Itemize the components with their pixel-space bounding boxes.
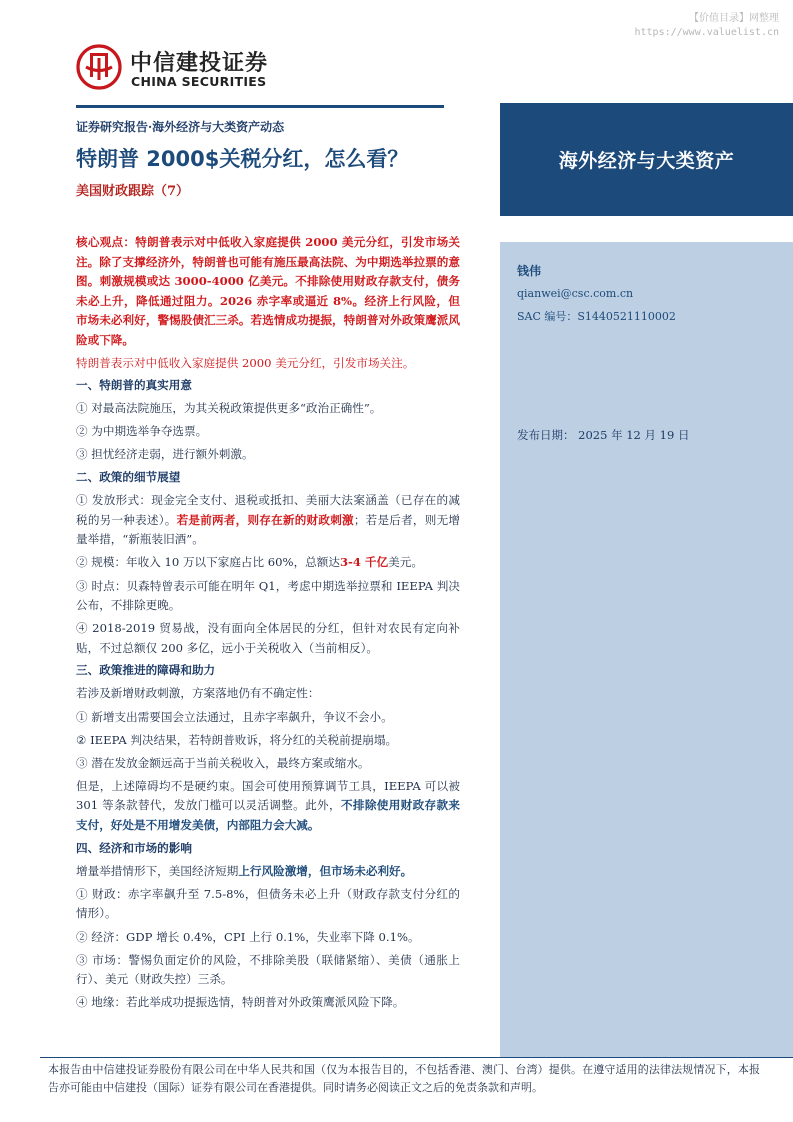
logo-english-name: CHINA SECURITIES <box>131 74 267 89</box>
text-run: 美元。 <box>388 555 423 570</box>
text-run: ；若是后者，则无增量举措，“新瓶装旧酒”。 <box>76 512 460 547</box>
report-body <box>76 233 460 1013</box>
list-item: ① 对最高法院施压，为其关税政策提供更多“政治正确性”。 <box>76 401 382 416</box>
list-item: ③ 担忧经济走弱，进行额外刺激。 <box>76 447 254 462</box>
watermark-line-2: https://www.valuelist.cn <box>634 27 779 38</box>
lead-paragraph: 特朗普表示对中低收入家庭提供 2000 美元分红，引发市场关注。 <box>76 355 415 370</box>
list-item: ① 新增支出需要国会立法通过，且赤字率飙升，争议不会小。 <box>76 709 393 724</box>
text-run: ① 发放形式：现金完全支付、退税或抵扣、美丽大法案涵盖（已存在的减税的另一种表述）。 <box>76 493 460 527</box>
list-item: ④ 2018-2019 贸易战，没有面向全体居民的分红，但针对农民有定向补贴，不过总额仅 200 多亿，远小于关税收入（当前相反）。 <box>76 621 460 655</box>
list-item: ② 经济：GDP 增长 0.4%，CPI 上行 0.1%，失业率下降 0.1%。 <box>76 929 420 944</box>
section-heading-2: 二、政策的细节展望 <box>76 470 181 485</box>
text-run: 增量举措情形下，美国经济短期 <box>76 863 239 878</box>
text-run: ② 规模：年收入 10 万以下家庭占比 60%，总额达 <box>76 555 340 570</box>
watermark <box>635 12 780 40</box>
core-view: 核心观点：特朗普表示对中低收入家庭提供 2000 美元分红，引发市场关注。除了支撑经济外，特朗普也可能有施压最高法院、为中期选举拉票的意图。刺激规模或达 3000-4000 亿美元。不排除使用财政存款支付，债务未必上升，降低通过阻力。2026 赤字率或逼近 8%。经济上行风险，但市场未必利好，警惕股债汇三杀。若选情成功提振，特朗普对外政策鹰派风险或下降。 <box>76 235 460 347</box>
list-item: ① 财政：赤字率飙升至 7.5-8%，但债务未必上升（财政存款支付分红的情形）。 <box>76 886 460 921</box>
list-item: ④ 地缘：若此举成功提振选情，特朗普对外政策鹰派风险下降。 <box>76 995 405 1010</box>
author-name: 钱伟 <box>517 264 542 278</box>
list-item: ③ 市场：警惕负面定价的风险，不排除美股（联储紧缩）、美债（通胀上行）、美元（财政失控）三杀。 <box>76 952 460 987</box>
paragraph <box>76 777 460 836</box>
author-email[interactable]: qianwei@csc.com.cn <box>517 287 634 300</box>
paragraph: 若涉及新增财政刺激，方案落地仍有不确定性： <box>76 686 320 701</box>
text-run: 但是，上述障碍均不是硬约束。国会可使用预算调节工具，IEEPA 可以被 301 等条款替代，发放门槛可以灵活调整。此外， <box>76 778 460 813</box>
report-subtitle: 美国财政跟踪（7） <box>76 184 190 199</box>
highlight-text: 不排除使用财政存款来支付，好处是不用增发美债，内部阻力会大减。 <box>76 798 460 833</box>
list-item: ③ 时点：贝森特曾表示可能在明年 Q1，考虑中期选举拉票和 IEEPA 判决公布，不排除更晚。 <box>76 578 460 613</box>
report-title: 特朗普 2000$关税分红，怎么看？ <box>76 147 409 171</box>
list-item: ② 为中期选举争夺选票。 <box>76 424 208 439</box>
watermark-line-1: 【价值目录】网整理 <box>689 13 779 24</box>
author-sac-number: SAC 编号：S1440521110002 <box>517 310 676 323</box>
logo-chinese-name: 中信建投证券 <box>130 51 269 76</box>
company-logo <box>76 44 286 94</box>
list-item: ③ 潜在发放金额远高于当前关税收入，最终方案或缩水。 <box>76 755 370 770</box>
section-heading-1: 一、特朗普的真实用意 <box>76 378 192 393</box>
footer-rule <box>40 1057 793 1058</box>
author-panel <box>500 242 793 1057</box>
report-series: 证券研究报告·海外经济与大类资产动态 <box>76 120 285 134</box>
list-item: ② IEEPA 判决结果，若特朗普败诉，将分红的关税前提崩塌。 <box>76 732 398 747</box>
highlight-text: 3-4 千亿 <box>339 555 389 570</box>
highlight-text: 若是前两者，则存在新的财政刺激 <box>176 512 354 527</box>
header-rule <box>76 105 444 108</box>
section-heading-3: 三、政策推进的障碍和助力 <box>76 663 216 678</box>
sector-banner: 海外经济与大类资产 <box>500 103 793 216</box>
highlight-text: 上行风险激增，但市场未必利好。 <box>238 863 413 878</box>
section-heading-4: 四、经济和市场的影响 <box>76 840 192 855</box>
list-item <box>76 553 460 573</box>
legal-disclaimer: 本报告由中信建投证券股份有限公司在中华人民共和国（仅为本报告目的，不包括香港、澳门、台湾）提供。在遵守适用的法律法规情况下，本报告亦可能由中信建投（国际）证券有限公司在香港提供。同时请务必阅读正文之后的免责条款和声明。 <box>48 1063 760 1094</box>
publish-date: 发布日期： 2025 年 12 月 19 日 <box>517 428 690 442</box>
list-item <box>76 491 460 550</box>
citic-logo-icon <box>76 44 122 90</box>
paragraph <box>76 862 460 882</box>
